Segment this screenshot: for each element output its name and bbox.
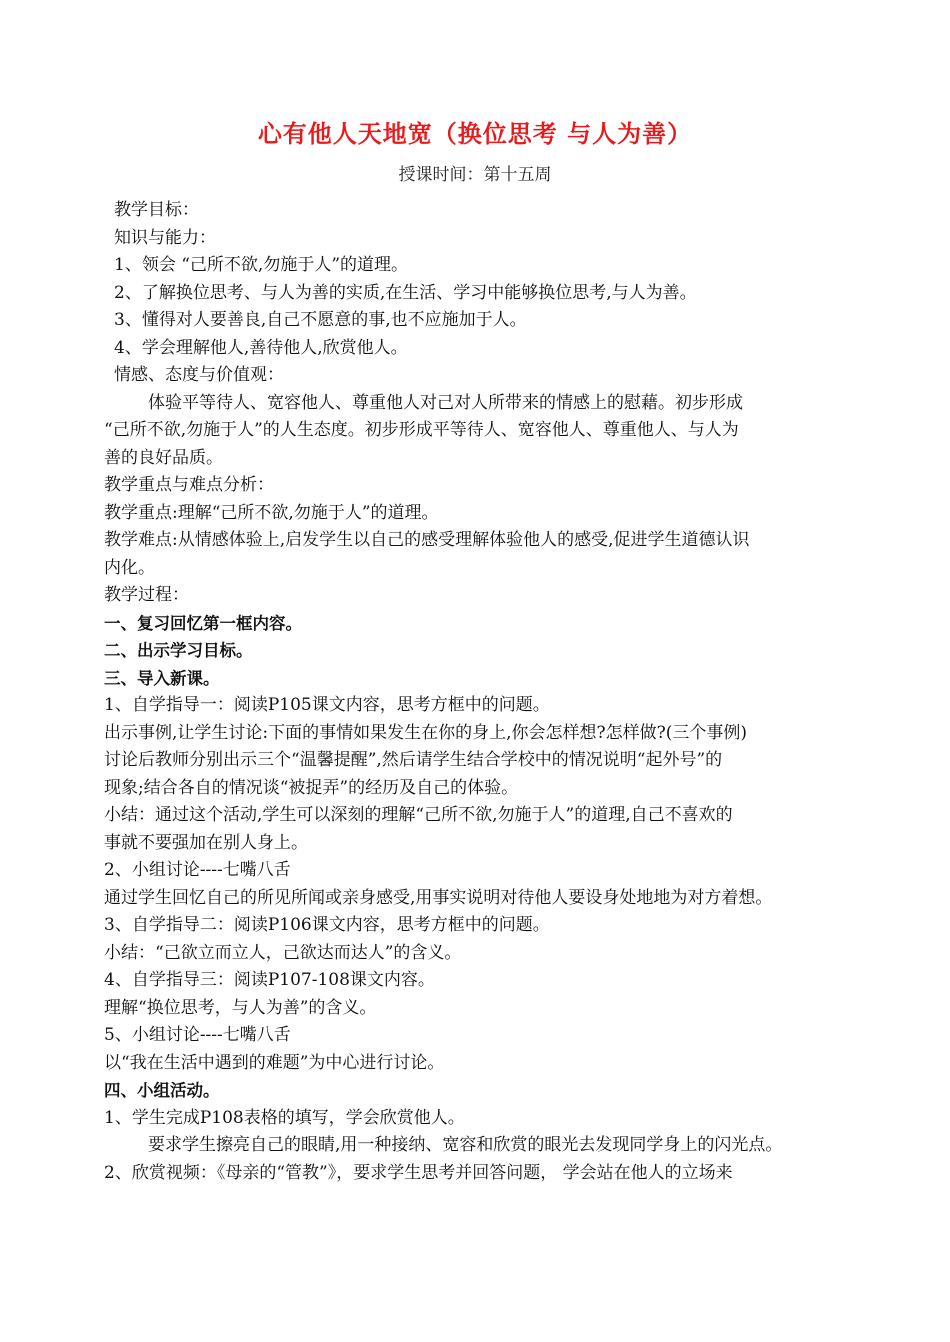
step-heading: 二、出示学习目标。 bbox=[104, 641, 253, 660]
text-line: 善的良好品质。 bbox=[104, 447, 223, 468]
section-heading: 教学重点与难点分析： bbox=[104, 475, 274, 495]
section-heading: 教学目标： bbox=[114, 200, 199, 220]
text-line: 体验平等待人、宽容他人、尊重他人对己对人所带来的情感上的慰藉。初步形成 bbox=[148, 392, 743, 413]
text-line: 要求学生擦亮自己的眼睛,用一种接纳、宽容和欣赏的眼光去发现同学身上的闪光点。 bbox=[148, 1135, 783, 1155]
text-line: 通过学生回忆自己的所见所闻或亲身感受,用事实说明对待他人要设身处地地为对方着想。 bbox=[104, 887, 773, 908]
text-line: 2、了解换位思考、与人为善的实质,在生活、学习中能够换位思考,与人为善。 bbox=[114, 282, 697, 303]
text-line: 4、学会理解他人,善待他人,欣赏他人。 bbox=[114, 337, 408, 358]
text-line: 3、自学指导二：阅读P106课文内容，思考方框中的问题。 bbox=[104, 915, 550, 935]
text-line: 讨论后教师分别出示三个“温馨提醒”,然后请学生结合学校中的情况说明“起外号”的 bbox=[104, 750, 723, 770]
text-line: 小结：通过这个活动,学生可以深刻的理解“己所不欲,勿施于人”的道理,自己不喜欢的 bbox=[104, 805, 733, 825]
text-line: 内化。 bbox=[104, 557, 155, 578]
text-line: “己所不欲,勿施于人”的人生态度。初步形成平等待人、宽容他人、尊重他人、与人为 bbox=[104, 420, 739, 440]
text-line: 教学难点:从情感体验上,启发学生以自己的感受理解体验他人的感受,促进学生道德认识 bbox=[104, 530, 750, 550]
text-line: 事就不要强加在别人身上。 bbox=[104, 832, 308, 853]
text-line: 1、学生完成P108表格的填写，学会欣赏他人。 bbox=[104, 1107, 465, 1128]
text-line: 教学重点:理解“己所不欲,勿施于人”的道理。 bbox=[104, 502, 439, 523]
text-line: 3、懂得对人要善良,自己不愿意的事,也不应施加于人。 bbox=[114, 310, 527, 330]
step-heading: 三、导入新课。 bbox=[104, 668, 220, 688]
document-body bbox=[104, 197, 854, 1187]
text-line: 2、小组讨论----七嘴八舌 bbox=[104, 860, 291, 880]
text-line: 1、领会 “己所不欲,勿施于人”的道理。 bbox=[114, 255, 409, 275]
lesson-time: 授课时间：第十五周 bbox=[398, 165, 552, 185]
text-line: 2、欣赏视频：《母亲的“管教”》，要求学生思考并回答问题， 学会站在他人的立场来 bbox=[104, 1162, 733, 1183]
step-heading: 一、复习回忆第一框内容。 bbox=[104, 613, 302, 633]
text-line: 出示事例,让学生讨论:下面的事情如果发生在你的身上,你会怎样想?怎样做?(三个事例) bbox=[104, 722, 748, 743]
section-heading: 教学过程： bbox=[104, 585, 189, 605]
text-line: 理解“换位思考，与人为善”的含义。 bbox=[104, 997, 377, 1018]
text-line: 现象;结合各自的情况谈“被捉弄”的经历及自己的体验。 bbox=[104, 777, 519, 798]
subheading: 情感、态度与价值观： bbox=[114, 365, 284, 385]
step-heading: 四、小组活动。 bbox=[104, 1081, 220, 1100]
text-line: 4、自学指导三：阅读P107-108课文内容。 bbox=[104, 970, 435, 990]
text-line: 小结：“己欲立而立人，己欲达而达人”的含义。 bbox=[104, 942, 462, 963]
text-line: 5、小组讨论----七嘴八舌 bbox=[104, 1025, 291, 1045]
subheading: 知识与能力： bbox=[114, 227, 216, 248]
document-title: 心有他人天地宽（换位思考 与人为善） bbox=[257, 120, 693, 148]
text-line: 1、自学指导一：阅读P105课文内容，思考方框中的问题。 bbox=[104, 695, 550, 715]
text-line: 以“我在生活中遇到的难题”为中心进行讨论。 bbox=[104, 1052, 445, 1073]
